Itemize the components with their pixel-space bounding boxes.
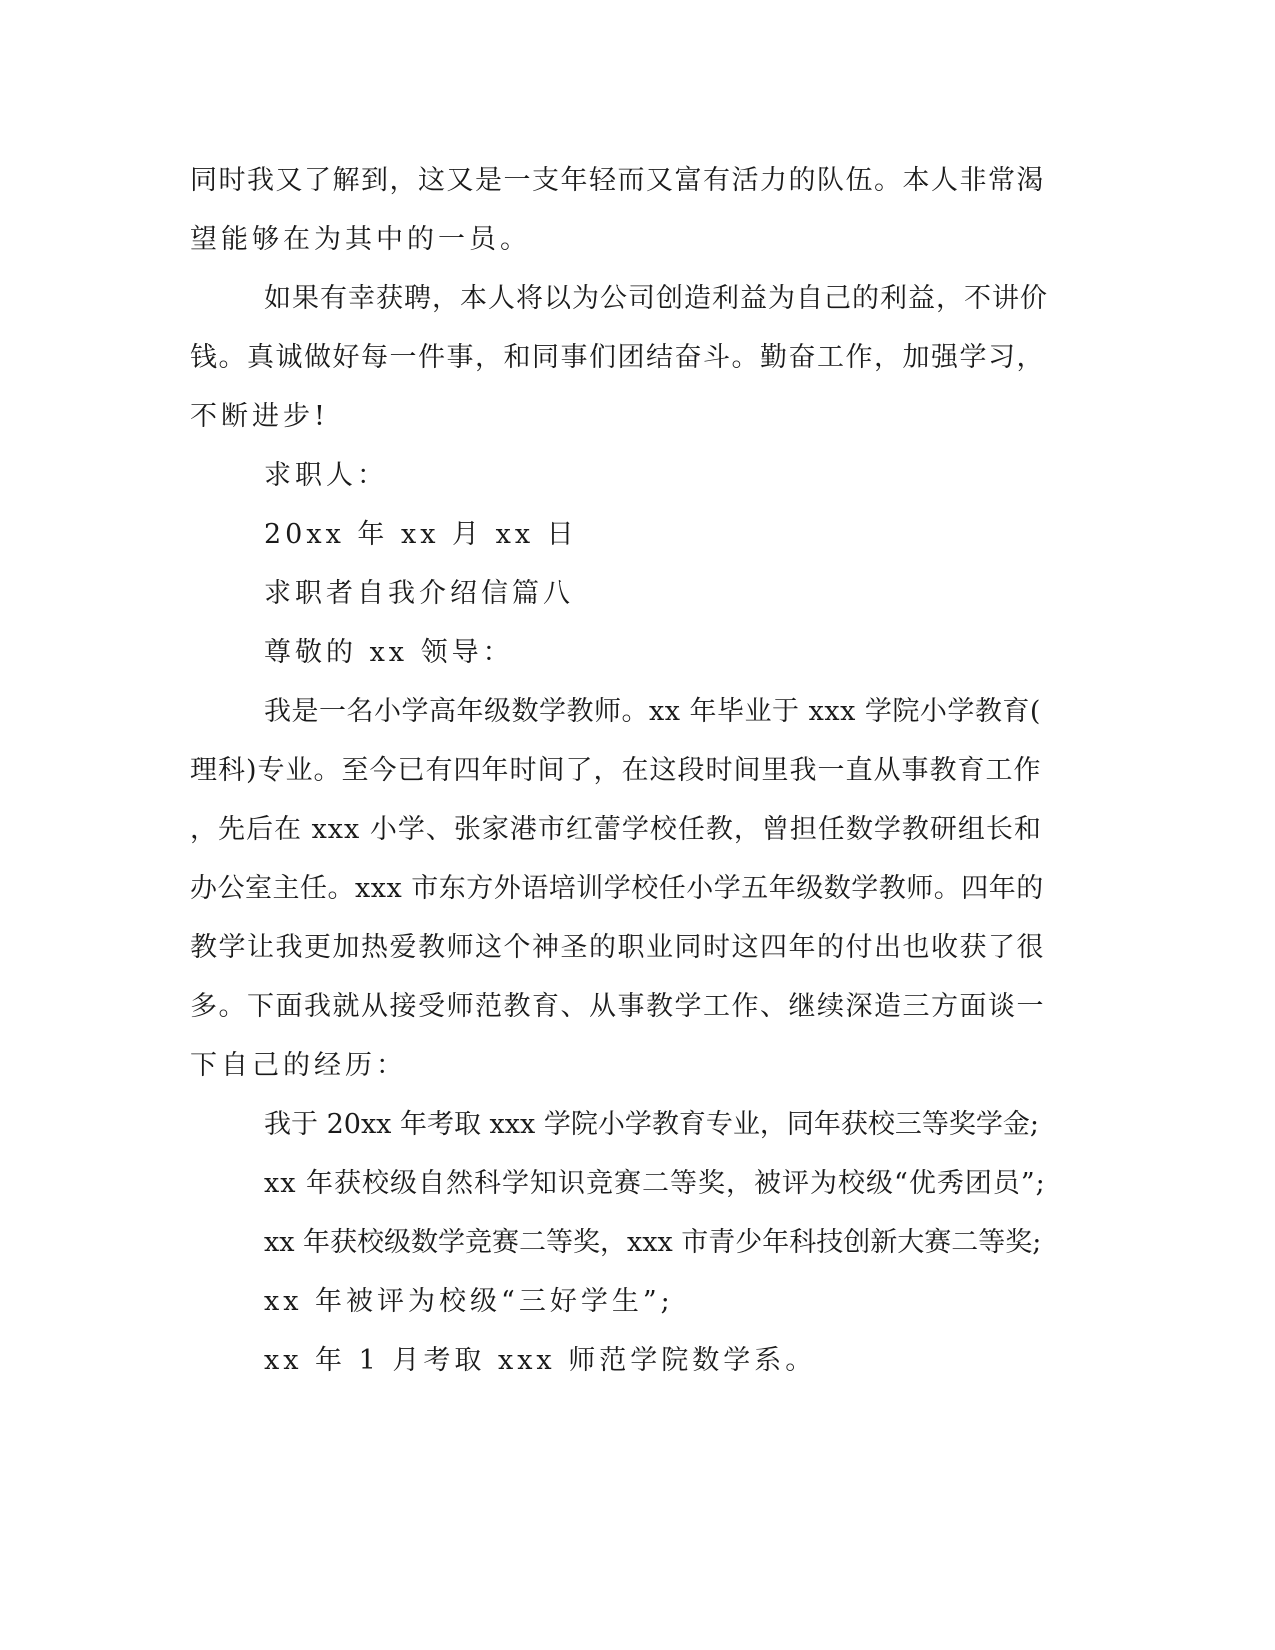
paragraph-line: 不断进步!: [190, 401, 329, 432]
paragraph-line: 理科)专业。至今已有四年时间了，在这段时间里我一直从事教育工作: [190, 755, 1042, 786]
paragraph-line: 办公室主任。xxx 市东方外语培训学校任小学五年级数学教师。四年的: [190, 873, 1044, 904]
section-title: 求职者自我介绍信篇八: [264, 578, 574, 609]
list-item: 我于 20xx 年考取 xxx 学院小学教育专业，同年获校三等奖学金;: [264, 1109, 1039, 1140]
paragraph-line: 如果有幸获聘，本人将以为公司创造利益为自己的利益，不讲价: [264, 283, 1048, 314]
salutation: 尊敬的 xx 领导：: [264, 637, 514, 668]
paragraph-line: 我是一名小学高年级数学教师。xx 年毕业于 xxx 学院小学教育(: [264, 696, 1041, 727]
list-item: xx 年 1 月考取 xxx 师范学院数学系。: [264, 1345, 817, 1376]
paragraph-line: 钱。真诚做好每一件事，和同事们团结奋斗。勤奋工作，加强学习，: [190, 342, 1045, 373]
paragraph-line: 教学让我更加热爱教师这个神圣的职业同时这四年的付出也收获了很: [190, 932, 1045, 963]
paragraph-line: ，先后在 xxx 小学、张家港市红蕾学校任教，曾担任数学教研组长和: [190, 814, 1042, 845]
paragraph-line: 望能够在为其中的一员。: [190, 224, 531, 255]
date-line: 20xx 年 xx 月 xx 日: [264, 519, 578, 550]
list-item: xx 年被评为校级“三好学生”;: [264, 1286, 674, 1317]
signature-label: 求职人：: [264, 460, 388, 491]
paragraph-line: 多。下面我就从接受师范教育、从事教学工作、继续深造三方面谈一: [190, 991, 1045, 1022]
list-item: xx 年获校级自然科学知识竞赛二等奖，被评为校级“优秀团员”;: [264, 1168, 1046, 1199]
list-item: xx 年获校级数学竞赛二等奖，xxx 市青少年科技创新大赛二等奖;: [264, 1227, 1042, 1258]
paragraph-line: 同时我又了解到，这又是一支年轻而又富有活力的队伍。本人非常渴: [190, 165, 1045, 196]
paragraph-line: 下自己的经历：: [190, 1050, 407, 1081]
